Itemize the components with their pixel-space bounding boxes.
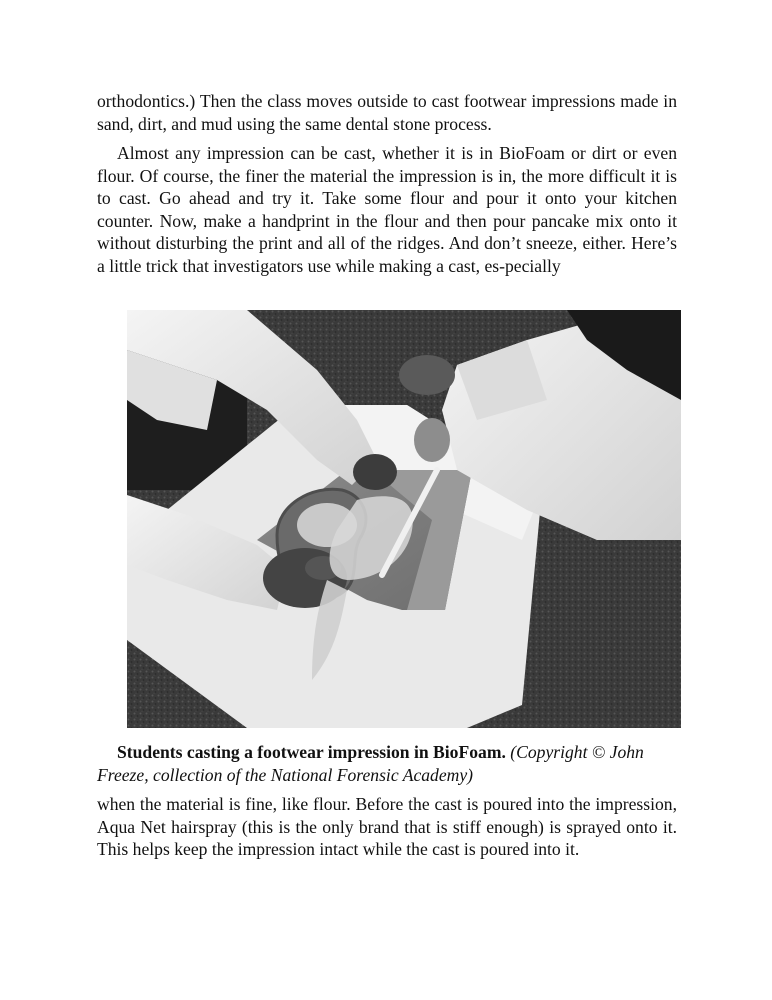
photo-casting-footwear-impression: [127, 310, 681, 728]
paragraph-3: when the material is fine, like flour. Before the cast is poured into the impression, Aqua Net hairspray (this is the only brand that is stiff enough) is sprayed onto it. This helps keep the impression intact while the cast is poured into it.: [97, 794, 677, 860]
caption-credit: (Copyright © John Freeze, collection of the National Forensic Academy): [97, 742, 644, 785]
paragraph-1: orthodontics.) Then the class moves outside to cast footwear impressions made in sand, dirt, and mud using the same dental stone process.: [97, 91, 677, 134]
photo-caption: [97, 741, 677, 786]
caption-title: Students casting a footwear impression in BioFoam.: [117, 742, 506, 762]
paragraph-2: Almost any impression can be cast, whether it is in BioFoam or dirt or even flour. Of course, the finer the material the impression is in, the more difficult it is to cast. Go ahead and try it. Take some flour and pour it onto your kitchen counter. Now, make a handprint in the flour and then pour pancake mix onto it without disturbing the print and all of the ridges. And don’t sneeze, either. Here’s a little trick that investigators use while making a cast, es-pecially: [97, 143, 677, 276]
